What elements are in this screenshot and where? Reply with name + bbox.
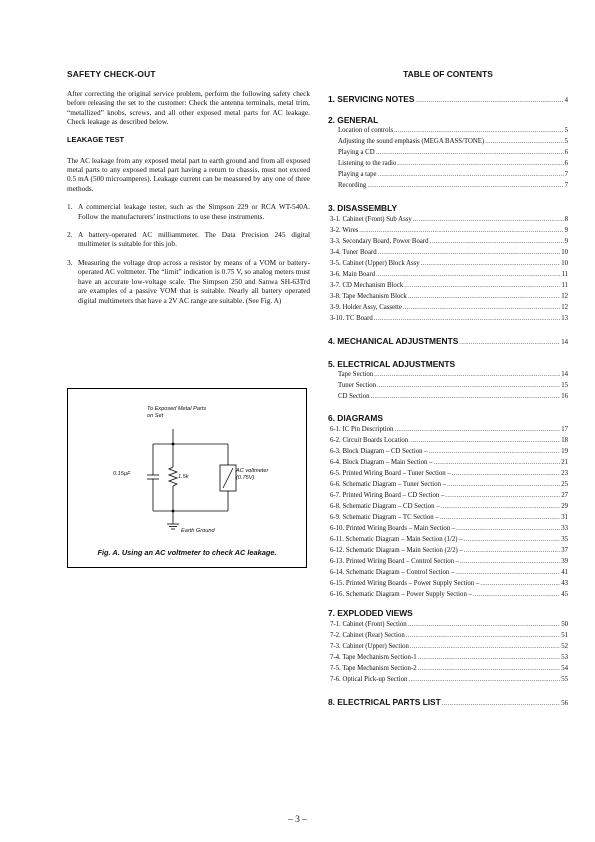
toc-leader [397, 159, 563, 169]
toc-page: 27 [561, 492, 568, 499]
toc-entry-label: Adjusting the sound emphasis (MEGA BASS/TONE) [338, 138, 485, 145]
toc-page: 39 [561, 558, 568, 565]
toc-page: 19 [561, 448, 568, 455]
toc-entry [330, 664, 568, 674]
toc-section-title: 6. DIAGRAMS [328, 413, 383, 423]
toc-page: 11 [561, 271, 568, 278]
toc-leader [421, 259, 561, 269]
toc-page: 6 [564, 149, 568, 156]
label-voltmeter: AC voltmeter (0.75V) [236, 468, 269, 481]
toc-entry [330, 259, 568, 269]
toc-section [328, 697, 568, 707]
toc-entry-label: 6-13. Printed Wiring Board – Control Section – [330, 558, 460, 565]
toc-page: 10 [561, 249, 568, 256]
toc-leader [430, 237, 564, 247]
list-item [67, 258, 310, 305]
toc-entry [330, 557, 568, 567]
toc-entry [338, 392, 568, 402]
toc-leader [410, 642, 560, 652]
toc-section [328, 413, 568, 423]
page-number: – 3 – [288, 815, 307, 825]
toc-page: 31 [561, 514, 568, 521]
toc-page: 12 [561, 304, 568, 311]
toc-section-title: 1. SERVICING NOTES [328, 94, 415, 104]
method-text: Measuring the voltage drop across a resistor by means of a VOM or battery-operated AC voltmeter. The “limit” indication is 0.75 V, so analog meters must have an accurate low-voltage scale. The Simpson 250 and Sanwa SH-63Trd are examples of a passive VOM that is suitable. Nearly all battery operated digital multimeters that have a 2V AC range are suitable. (See Fig. A) [78, 257, 310, 305]
toc-section-title: 3. DISASSEMBLY [328, 203, 398, 213]
toc-entry [330, 568, 568, 578]
toc-leader [371, 392, 561, 402]
toc-leader [378, 170, 564, 180]
toc-entry [338, 381, 568, 391]
junction-dot [172, 510, 175, 513]
toc-entry-label: 7-3. Cabinet (Upper) Section [330, 643, 409, 650]
toc-entry-label: 3-1. Cabinet (Front) Sub Assy [330, 216, 412, 223]
leakage-text: The AC leakage from any exposed metal part to earth ground and from all exposed metal parts to any exposed metal part having a return to chassis, must not exceed 0.5 mA (500 microamperes). Leakage current can be measured by any one of three methods. [67, 155, 310, 193]
toc-entry [330, 620, 568, 630]
toc-entry-label: 6-11. Schematic Diagram – Main Section (1/2) – [330, 536, 463, 543]
toc-entry-label: 6-6. Schematic Diagram – Tuner Section – [330, 481, 447, 488]
methods-list [67, 202, 310, 305]
toc-page: 45 [561, 591, 568, 598]
toc-page: 21 [561, 459, 568, 466]
toc-page: 9 [564, 238, 568, 245]
toc-leader [409, 436, 560, 446]
toc-entry [330, 535, 568, 545]
toc-entry-label: 6-9. Schematic Diagram – TC Section – [330, 514, 439, 521]
toc-leader [413, 215, 564, 225]
toc-title: TABLE OF CONTENTS [403, 69, 493, 79]
toc-section-title: 5. ELECTRICAL ADJUSTMENTS [328, 359, 456, 369]
toc-entry [330, 226, 568, 236]
toc-leader [408, 620, 561, 630]
toc-entry [330, 579, 568, 589]
safety-intro: After correcting the original service problem, perform the following safety check before releasing the set to the customer: Check the antenna terminals, metal trim, “metallized” knobs, screws, and all other exposed metal parts for AC leakage. Check leakage as described below. [67, 89, 310, 127]
figure-caption: Fig. A. Using an AC voltmeter to check AC leakage. [97, 548, 277, 557]
list-item [67, 230, 310, 249]
safety-checkout-column [67, 69, 310, 305]
toc-page: 14 [561, 371, 568, 378]
toc-leader [429, 447, 561, 457]
toc-entry-label: Tape Section [338, 371, 374, 378]
method-number: 2. [67, 230, 73, 240]
toc-page: 8 [564, 216, 568, 223]
toc-page: 55 [561, 676, 568, 683]
toc-leader [464, 535, 561, 545]
toc-leader [374, 370, 560, 380]
label-earth-ground: Earth Ground [181, 528, 215, 534]
toc-entry-label: 6-7. Printed Wiring Board – CD Section – [330, 492, 445, 499]
toc-section [328, 115, 568, 125]
toc-leader [441, 502, 561, 512]
toc-entry [338, 170, 568, 180]
method-text: A battery-operated AC milliammeter. The Data Precision 245 digital multimeter is suitable for this job. [78, 230, 310, 249]
toc-entry [330, 237, 568, 247]
toc-leader [456, 524, 560, 534]
toc-leader [408, 292, 560, 302]
toc-leader [464, 546, 560, 556]
toc-leader [359, 226, 563, 236]
resistor-zigzag [169, 467, 177, 486]
toc-entry [330, 292, 568, 302]
toc-leader [480, 579, 560, 589]
toc-entry [330, 675, 568, 685]
toc-entry-label: 6-3. Block Diagram – CD Section – [330, 448, 428, 455]
toc-entry-label: 3-10. TC Board [330, 315, 373, 322]
toc-leader [406, 631, 560, 641]
toc-page: 35 [561, 536, 568, 543]
toc-entry [338, 370, 568, 380]
toc-page: 41 [561, 569, 568, 576]
toc-entry [330, 642, 568, 652]
toc-page: 29 [561, 503, 568, 510]
label-capacitor: 0.15µF [113, 471, 131, 477]
method-number: 3. [67, 257, 73, 267]
toc-entry [338, 148, 568, 158]
toc-entry-label: 6-2. Circuit Boards Location [330, 437, 409, 444]
toc-entry [330, 502, 568, 512]
toc-entry-label: 6-5. Printed Wiring Board – Tuner Section – [330, 470, 451, 477]
toc-entry-label: Playing a tape [338, 171, 377, 178]
toc-entry-label: 6-15. Printed Wiring Boards – Power Supply Section – [330, 580, 480, 587]
toc-entry-label: Location of controls [338, 127, 394, 134]
toc-page: 9 [564, 227, 568, 234]
toc-entry [338, 159, 568, 169]
toc-entry-label: Recording [338, 182, 367, 189]
toc-entry [330, 215, 568, 225]
toc-entry [330, 546, 568, 556]
toc-entry [338, 137, 568, 147]
toc-leader [447, 480, 560, 490]
toc-leader [404, 281, 560, 291]
toc-entry [330, 480, 568, 490]
toc-entry [330, 631, 568, 641]
toc-page: 52 [561, 643, 568, 650]
toc-leader [460, 557, 560, 567]
toc-page: 43 [561, 580, 568, 587]
toc-leader [485, 137, 563, 147]
toc-entry-label: 6-14. Schematic Diagram – Control Section – [330, 569, 455, 576]
toc-entry [330, 491, 568, 501]
toc-section [328, 336, 568, 346]
toc-leader [374, 314, 560, 324]
toc-leader [378, 248, 561, 258]
method-number: 1. [67, 202, 73, 212]
toc-leader [376, 270, 560, 280]
toc-leader [408, 675, 560, 685]
toc-entry-label: 6-8. Schematic Diagram – CD Section – [330, 503, 440, 510]
toc-entry-label: 6-10. Printed Wiring Boards – Main Section – [330, 525, 456, 532]
toc-page: 23 [561, 470, 568, 477]
toc-entry-label: 6-1. IC Pin Description [330, 426, 394, 433]
toc-page: 15 [561, 382, 568, 389]
toc-entry-label: 3-4. Tuner Board [330, 249, 377, 256]
toc-entry-label: Playing a CD [338, 149, 375, 156]
toc-leader [394, 126, 563, 136]
toc-page: 53 [561, 654, 568, 661]
toc-leader [377, 381, 560, 391]
toc-entry [338, 181, 568, 191]
toc-page: 18 [561, 437, 568, 444]
toc-entry-label: 7-5. Tape Mechanism Section-2 [330, 665, 417, 672]
toc-entry-label: 3-9. Holder Assy, Cassette [330, 304, 402, 311]
toc-page: 50 [561, 621, 568, 628]
list-item [67, 202, 310, 221]
toc-entry-label: 7-2. Cabinet (Rear) Section [330, 632, 405, 639]
toc-leader [415, 97, 563, 104]
toc-page: 13 [561, 315, 568, 322]
figure-a [67, 388, 307, 568]
toc-section-title: 7. EXPLODED VIEWS [328, 608, 413, 618]
toc-page: 10 [561, 260, 568, 267]
toc-entry [330, 653, 568, 663]
toc-leader [418, 653, 561, 663]
toc-entry [330, 436, 568, 446]
toc-leader [455, 568, 560, 578]
toc-entry [330, 270, 568, 280]
toc-entry [330, 314, 568, 324]
toc-leader [442, 700, 560, 707]
toc-leader [418, 664, 561, 674]
toc-entry-label: 3-3. Secondary Board, Power Board [330, 238, 429, 245]
toc-entry-label: 7-4. Tape Mechanism Section-1 [330, 654, 417, 661]
toc-leader [473, 590, 560, 600]
toc-entry [330, 303, 568, 313]
toc-entry-label: 3-6. Main Board [330, 271, 376, 278]
toc-entry-label: 6-4. Block Diagram – Main Section – [330, 459, 433, 466]
toc-page: 56 [561, 700, 568, 707]
toc-page: 25 [561, 481, 568, 488]
toc-entry-label: 7-6. Optical Pick-up Section [330, 676, 408, 683]
toc-section [328, 203, 568, 213]
toc-entry [330, 248, 568, 258]
toc-entry-label: 6-12. Schematic Diagram – Main Section (2/2) – [330, 547, 463, 554]
safety-heading: SAFETY CHECK-OUT [67, 69, 156, 79]
toc-entry-label: Listening to the radio [338, 160, 397, 167]
toc-entry [338, 126, 568, 136]
toc-section-title: 8. ELECTRICAL PARTS LIST [328, 697, 441, 707]
toc-entry [330, 590, 568, 600]
method-text: A commercial leakage tester, such as the Simpson 229 or RCA WT-540A. Follow the manufacturers’ instructions to use these instruments. [78, 202, 310, 221]
toc-page: 17 [561, 426, 568, 433]
toc-page: 5 [564, 138, 568, 145]
meter-needle [223, 468, 233, 488]
toc-page: 11 [561, 282, 568, 289]
toc-page: 54 [561, 665, 568, 672]
toc-entry [330, 469, 568, 479]
toc-leader [376, 148, 564, 158]
toc-page: 37 [561, 547, 568, 554]
toc-page: 12 [561, 293, 568, 300]
toc-section-title: 2. GENERAL [328, 115, 379, 125]
toc-entry [330, 447, 568, 457]
toc-page: 6 [564, 160, 568, 167]
toc-entry [330, 281, 568, 291]
toc-entry [330, 458, 568, 468]
toc-entry [330, 513, 568, 523]
toc-entry-label: 3-2. Wires [330, 227, 359, 234]
toc-leader [403, 303, 560, 313]
leakage-heading: LEAKAGE TEST [67, 134, 125, 144]
toc-page: 5 [564, 127, 568, 134]
toc-leader [452, 469, 560, 479]
toc-leader [445, 491, 560, 501]
toc-page: 16 [561, 393, 568, 400]
toc-leader [394, 425, 560, 435]
toc-page: 7 [564, 171, 568, 178]
toc-leader [459, 339, 560, 346]
toc-section [328, 359, 568, 369]
toc-entry-label: 3-7. CD Mechanism Block [330, 282, 404, 289]
toc-page: 14 [561, 339, 568, 346]
toc-entry-label: Tuner Section [338, 382, 377, 389]
toc-section-title: 4. MECHANICAL ADJUSTMENTS [328, 336, 459, 346]
toc-section [328, 94, 568, 104]
toc-page: 4 [564, 97, 568, 104]
toc-page: 33 [561, 525, 568, 532]
toc-entry-label: 6-16. Schematic Diagram – Power Supply Section – [330, 591, 472, 598]
toc-leader [440, 513, 560, 523]
toc-section [328, 608, 568, 618]
toc-page: 7 [564, 182, 568, 189]
junction-dot [172, 443, 175, 446]
toc-leader [367, 181, 563, 191]
toc-entry [330, 524, 568, 534]
toc-page: 51 [561, 632, 568, 639]
toc-entry-label: 3-8. Tape Mechanism Block [330, 293, 407, 300]
toc-entry [330, 425, 568, 435]
toc-entry-label: 7-1. Cabinet (Front) Section [330, 621, 407, 628]
toc-entry-label: 3-5. Cabinet (Upper) Block Assy [330, 260, 420, 267]
label-exposed-metal: To Exposed Metal Parts on Set [147, 406, 207, 419]
label-resistor: 1.5k [178, 474, 189, 480]
toc-leader [434, 458, 561, 468]
toc-entry-label: CD Section [338, 393, 370, 400]
